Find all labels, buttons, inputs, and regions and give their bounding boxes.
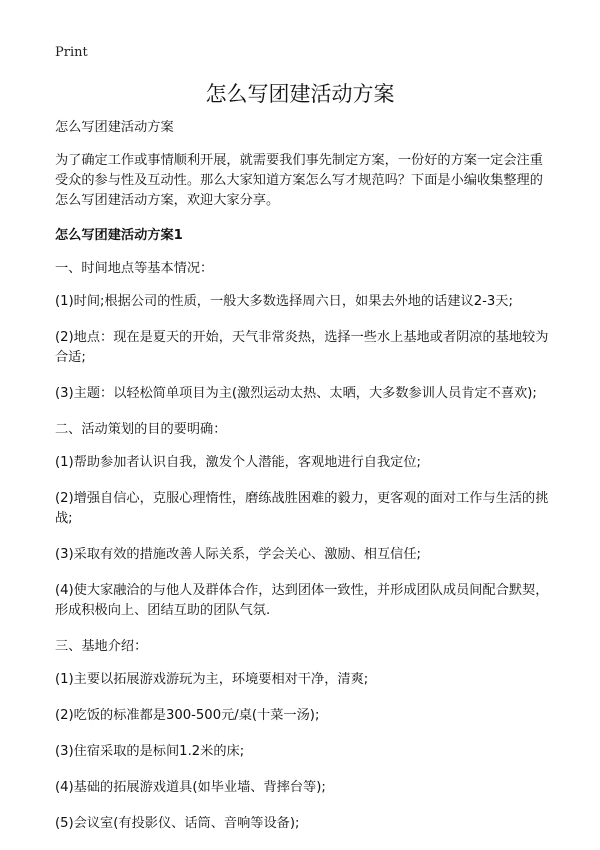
part2-item: (1)帮助参加者认识自我，激发个人潜能，客观地进行自我定位; (55, 455, 421, 470)
part3-item: (2)吃饭的标准都是300-500元/桌(十菜一汤); (55, 708, 320, 723)
part3-item: (5)会议室(有投影仪、话筒、音响等设备); (55, 816, 300, 831)
section-title: 怎么写团建活动方案1 (55, 228, 183, 243)
part2-item: (4)使大家融洽的与他人及群体合作，达到团体一致性，并形成团队成员间配合默契，形成积极向上、团结互助的团队气氛. (55, 583, 549, 618)
part3-item: (4)基础的拓展游戏道具(如毕业墙、背摔台等); (55, 780, 326, 795)
document-body (55, 118, 552, 850)
part1-item: (2)地点：现在是夏天的开始，天气非常炎热，选择一些水上基地或者阴凉的基地较为合适; (55, 330, 549, 365)
part3-item: (1)主要以拓展游戏游玩为主，环境要相对干净，清爽; (55, 672, 369, 687)
part3-item: (3)住宿采取的是标间1.2米的床; (55, 744, 245, 759)
part1-item: (1)时间;根据公司的性质，一般大多数选择周六日，如果去外地的话建议2-3天; (55, 294, 513, 309)
part2-item: (3)采取有效的措施改善人际关系，学会关心、激励、相互信任; (55, 547, 421, 562)
document-title: 怎么写团建活动方案 (205, 82, 395, 106)
part2-heading: 二、活动策划的目的要明确： (55, 422, 227, 437)
part2-item: (2)增强自信心，克服心理惰性，磨练战胜困难的毅力，更客观的面对工作与生活的挑战; (55, 491, 549, 526)
part3-heading: 三、基地介绍： (55, 639, 148, 654)
intro-paragraph: 为了确定工作或事情顺利开展，就需要我们事先制定方案，一份好的方案一定会注重受众的参与性及互动性。那么大家知道方案怎么写才规范吗？下面是小编收集整理的怎么写团建活动方案，欢迎大家分享。 (55, 153, 543, 208)
document-subtitle: 怎么写团建活动方案 (55, 120, 174, 135)
part1-heading: 一、时间地点等基本情况： (55, 261, 214, 276)
print-link[interactable]: Print (55, 45, 88, 60)
part1-item: (3)主题：以轻松简单项目为主(激烈运动太热、太晒，大多数参训人员肯定不喜欢); (55, 386, 537, 401)
